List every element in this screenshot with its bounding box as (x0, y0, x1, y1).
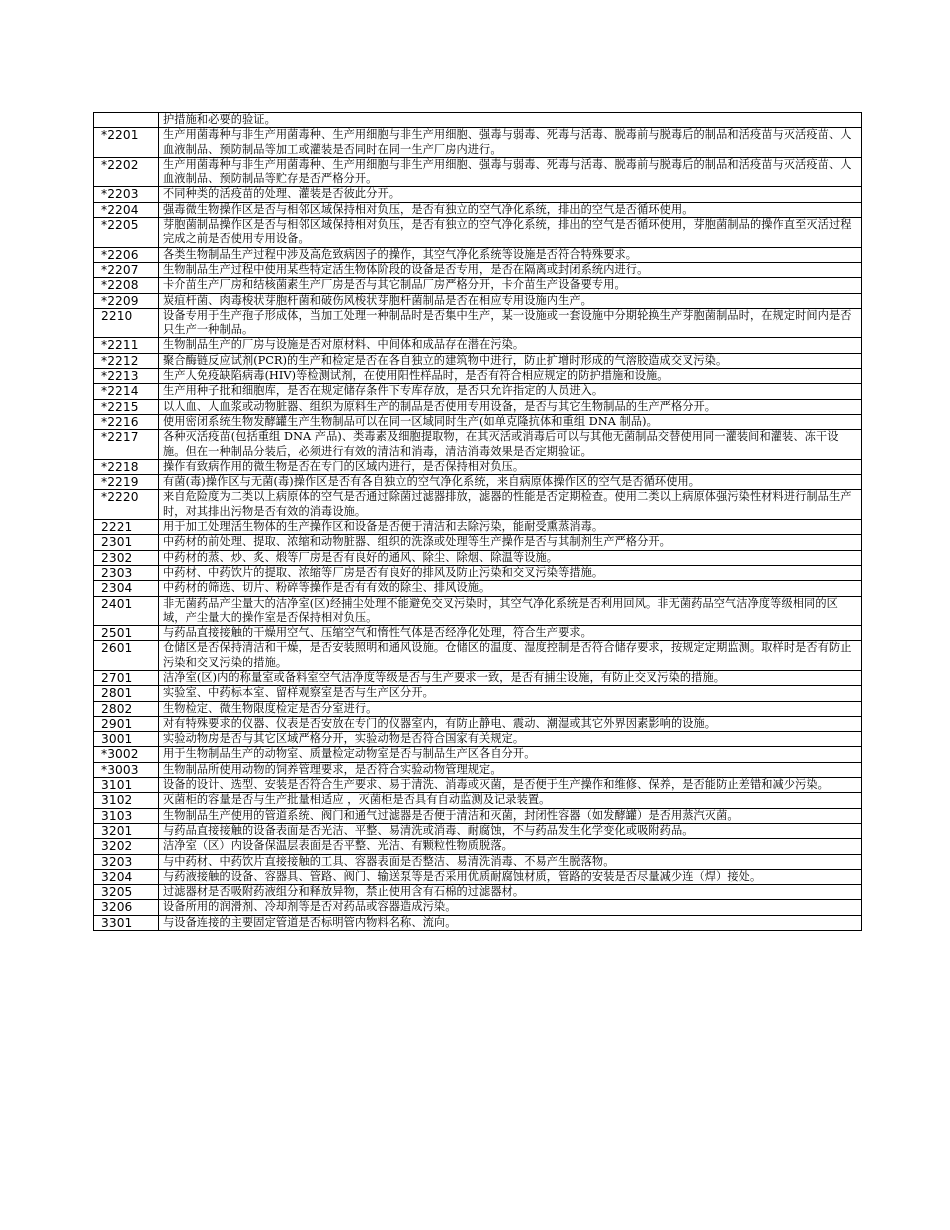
item-code: *2207 (94, 262, 159, 277)
item-description: 生物制品生产过程中使用某些特定活生物体阶段的设备是否专用，是否在隔离或封闭系统内进行。 (159, 262, 862, 277)
item-description: 生产人免疫缺陷病毒(HIV)等检测试剂，在使用阳性样品时，是否有符合相应规定的防护措施和设施。 (159, 369, 862, 384)
table-row (94, 187, 862, 202)
table-row (94, 399, 862, 414)
item-code: 2302 (94, 550, 159, 565)
table-row (94, 202, 862, 217)
item-description: 以人血、人血浆或动物脏器、组织为原料生产的制品是否使用专用设备，是否与其它生物制品的生产严格分开。 (159, 399, 862, 414)
table-row (94, 670, 862, 685)
item-description: 生物检定、微生物限度检定是否分室进行。 (159, 701, 862, 716)
table-row (94, 475, 862, 490)
item-description: 与药品直接接触的干燥用空气、压缩空气和惰性气体是否经净化处理，符合生产要求。 (159, 626, 862, 641)
item-code: *3003 (94, 762, 159, 777)
item-code: *2204 (94, 202, 159, 217)
table-row (94, 701, 862, 716)
item-code: *2201 (94, 128, 159, 158)
table-row (94, 490, 862, 520)
item-code: 2401 (94, 596, 159, 626)
item-description: 强毒微生物操作区是否与相邻区域保持相对负压，是否有独立的空气净化系统，排出的空气是否循环使用。 (159, 202, 862, 217)
table-body (94, 113, 862, 931)
item-code (94, 113, 159, 128)
item-code: *2214 (94, 384, 159, 399)
table-row (94, 278, 862, 293)
item-description: 有菌(毒)操作区与无菌(毒)操作区是否有各自独立的空气净化系统，来自病原体操作区的空气是否循环使用。 (159, 475, 862, 490)
item-description: 设备的设计、选型、安装是否符合生产要求、易于清洗、消毒或灭菌，是否便于生产操作和维修、保养，是否能防止差错和减少污染。 (159, 778, 862, 793)
item-description: 聚合酶链反应试剂(PCR)的生产和检定是否在各自独立的建筑物中进行，防止扩增时形成的气溶胶造成交叉污染。 (159, 353, 862, 368)
item-code: *2216 (94, 414, 159, 429)
item-code: *2205 (94, 218, 159, 248)
table-row (94, 384, 862, 399)
item-code: *2220 (94, 490, 159, 520)
item-code: 2221 (94, 520, 159, 535)
item-description: 与药液接触的设备、容器具、管路、阀门、输送泵等是否采用优质耐腐蚀材质，管路的安装是否尽量减少连（焊）接处。 (159, 869, 862, 884)
item-description: 中药材的前处理、提取、浓缩和动物脏器、组织的洗涤或处理等生产操作是否与其制剂生产严格分开。 (159, 535, 862, 550)
table-row (94, 854, 862, 869)
table-row (94, 520, 862, 535)
item-description: 卡介苗生产厂房和结核菌素生产厂房是否与其它制品厂房严格分开，卡介苗生产设备要专用。 (159, 278, 862, 293)
item-description: 用于生物制品生产的动物室、质量检定动物室是否与制品生产区各自分开。 (159, 747, 862, 762)
item-description: 芽胞菌制品操作区是否与相邻区域保持相对负压，是否有独立的空气净化系统，排出的空气是否循环使用，芽胞菌制品的操作直至灭活过程完成之前是否使用专用设备。 (159, 218, 862, 248)
table-row (94, 247, 862, 262)
item-description: 非无菌药品产尘量大的洁净室(区)经捕尘处理不能避免交叉污染时，其空气净化系统是否利用回风。非无菌药品空气洁净度等级相同的区域，产尘量大的操作室是否保持相对负压。 (159, 596, 862, 626)
table-row (94, 793, 862, 808)
item-code: 3203 (94, 854, 159, 869)
item-description: 各类生物制品生产过程中涉及高危致病因子的操作，其空气净化系统等设施是否符合特殊要求。 (159, 247, 862, 262)
table-row (94, 430, 862, 460)
table-row (94, 128, 862, 158)
item-description: 生产用菌毒种与非生产用菌毒种、生产用细胞与非生产用细胞、强毒与弱毒、死毒与活毒、脱毒前与脱毒后的制品和活疫苗与灭活疫苗、人血液制品、预防制品等贮存是否严格分开。 (159, 157, 862, 187)
item-code: *3002 (94, 747, 159, 762)
table-row (94, 369, 862, 384)
table-row (94, 823, 862, 838)
item-description: 使用密闭系统生物发酵罐生产生物制品可以在同一区域同时生产(如单克隆抗体和重组 DNA 制品)。 (159, 414, 862, 429)
item-code: 2901 (94, 716, 159, 731)
table-row (94, 338, 862, 353)
table-row (94, 716, 862, 731)
table-row (94, 535, 862, 550)
item-description: 操作有致病作用的微生物是否在专门的区域内进行，是否保持相对负压。 (159, 459, 862, 474)
item-description: 炭疽杆菌、肉毒梭状芽胞杆菌和破伤风梭状芽胞杆菌制品是否在相应专用设施内生产。 (159, 293, 862, 308)
item-code: *2203 (94, 187, 159, 202)
item-description: 生产用种子批和细胞库，是否在规定储存条件下专库存放，是否只允许指定的人员进入。 (159, 384, 862, 399)
item-code: 2801 (94, 686, 159, 701)
table-row (94, 565, 862, 580)
table-row (94, 808, 862, 823)
item-code: *2208 (94, 278, 159, 293)
table-row (94, 839, 862, 854)
item-description: 用于加工处理活生物体的生产操作区和设备是否便于清洁和去除污染，能耐受熏蒸消毒。 (159, 520, 862, 535)
item-code: 3102 (94, 793, 159, 808)
table-row (94, 778, 862, 793)
item-code: 3205 (94, 885, 159, 900)
inspection-items-table (93, 112, 862, 931)
table-row (94, 113, 862, 128)
table-row (94, 596, 862, 626)
item-code: 2210 (94, 308, 159, 338)
item-code: 3001 (94, 732, 159, 747)
item-code: 2304 (94, 581, 159, 596)
table-row (94, 626, 862, 641)
item-code: 2303 (94, 565, 159, 580)
item-description: 来自危险度为二类以上病原体的空气是否通过除菌过滤器排放，滤器的性能是否定期检查。使用二类以上病原体强污染性材料进行制品生产时，对其排出污物是否有效的消毒设施。 (159, 490, 862, 520)
item-code: 3206 (94, 900, 159, 915)
item-code: *2206 (94, 247, 159, 262)
item-description: 实验动物房是否与其它区域严格分开，实验动物是否符合国家有关规定。 (159, 732, 862, 747)
item-description: 生物制品生产使用的管道系统、阀门和通气过滤器是否便于清洁和灭菌，封闭性容器（如发酵罐）是否用蒸汽灭菌。 (159, 808, 862, 823)
item-code: 3201 (94, 823, 159, 838)
table-row (94, 157, 862, 187)
item-description: 对有特殊要求的仪器、仪表是否安放在专门的仪器室内，有防止静电、震动、潮湿或其它外界因素影响的设施。 (159, 716, 862, 731)
item-description: 中药材的筛选、切片、粉碎等操作是否有有效的除尘、排风设施。 (159, 581, 862, 596)
table-row (94, 308, 862, 338)
item-description: 设备所用的润滑剂、冷却剂等是否对药品或容器造成污染。 (159, 900, 862, 915)
item-code: 3301 (94, 915, 159, 930)
item-code: *2211 (94, 338, 159, 353)
item-code: 3101 (94, 778, 159, 793)
item-code: 2301 (94, 535, 159, 550)
item-code: 2501 (94, 626, 159, 641)
item-description: 灭菌柜的容量是否与生产批量相适应 ，灭菌柜是否具有自动监测及记录装置。 (159, 793, 862, 808)
item-description: 与药品直接接触的设备表面是否光洁、平整、易清洗或消毒、耐腐蚀，不与药品发生化学变化或吸附药品。 (159, 823, 862, 838)
item-code: *2209 (94, 293, 159, 308)
item-code: 2802 (94, 701, 159, 716)
item-code: *2215 (94, 399, 159, 414)
item-description: 过滤器材是否吸附药液组分和释放异物，禁止使用含有石棉的过滤器材。 (159, 885, 862, 900)
item-code: *2218 (94, 459, 159, 474)
item-code: 3202 (94, 839, 159, 854)
item-description: 中药材、中药饮片的提取、浓缩等厂房是否有良好的排风及防止污染和交叉污染等措施。 (159, 565, 862, 580)
item-description: 洁净室(区)内的称量室或备料室空气洁净度等级是否与生产要求一致，是否有捕尘设施，有防止交叉污染的措施。 (159, 670, 862, 685)
table-row (94, 414, 862, 429)
item-description: 仓储区是否保持清洁和干燥，是否安装照明和通风设施。仓储区的温度、湿度控制是否符合储存要求，按规定定期监测。取样时是否有防止污染和交叉污染的措施。 (159, 641, 862, 671)
table-row (94, 732, 862, 747)
item-description: 洁净室（区）内设备保温层表面是否平整、光洁、有颗粒性物质脱落。 (159, 839, 862, 854)
item-code: *2212 (94, 353, 159, 368)
item-description: 护措施和必要的验证。 (159, 113, 862, 128)
item-code: 3204 (94, 869, 159, 884)
table-row (94, 641, 862, 671)
table-row (94, 581, 862, 596)
item-description: 实验室、中药标本室、留样观察室是否与生产区分开。 (159, 686, 862, 701)
table-row (94, 293, 862, 308)
item-description: 生物制品所使用动物的饲养管理要求，是否符合实验动物管理规定。 (159, 762, 862, 777)
table-row (94, 262, 862, 277)
table-row (94, 459, 862, 474)
table-row (94, 900, 862, 915)
table-row (94, 747, 862, 762)
table-row (94, 353, 862, 368)
table-row (94, 762, 862, 777)
table-row (94, 550, 862, 565)
item-description: 生产用菌毒种与非生产用菌毒种、生产用细胞与非生产用细胞、强毒与弱毒、死毒与活毒、脱毒前与脱毒后的制品和活疫苗与灭活疫苗、人血液制品、预防制品等加工或灌装是否同时在同一生产厂房内进行。 (159, 128, 862, 158)
item-description: 中药材的蒸、炒、炙、煅等厂房是否有良好的通风、除尘、除烟、除温等设施。 (159, 550, 862, 565)
item-description: 各种灭活疫苗(包括重组 DNA 产品)、类毒素及细胞提取物，在其灭活或消毒后可以与其他无菌制品交替使用同一灌装间和灌装、冻干设施。但在一种制品分装后，必须进行有效的清洁和消毒，清洁消毒效果是否定期验证。 (159, 430, 862, 460)
table-row (94, 915, 862, 930)
item-description: 不同种类的活疫苗的处理、灌装是否彼此分开。 (159, 187, 862, 202)
item-code: 2701 (94, 670, 159, 685)
item-code: *2219 (94, 475, 159, 490)
table-row (94, 885, 862, 900)
item-description: 设备专用于生产孢子形成体，当加工处理一种制品时是否集中生产，某一设施或一套设施中分期轮换生产芽胞菌制品时，在规定时间内是否只生产一种制品。 (159, 308, 862, 338)
item-description: 与中药材、中药饮片直接接触的工具、容器表面是否整洁、易清洗消毒、不易产生脱落物。 (159, 854, 862, 869)
table-row (94, 686, 862, 701)
item-code: *2213 (94, 369, 159, 384)
item-code: *2217 (94, 430, 159, 460)
item-code: 3103 (94, 808, 159, 823)
item-description: 与设备连接的主要固定管道是否标明管内物料名称、流向。 (159, 915, 862, 930)
table-row (94, 869, 862, 884)
item-description: 生物制品生产的厂房与设施是否对原材料、中间体和成品存在潜在污染。 (159, 338, 862, 353)
table-row (94, 218, 862, 248)
item-code: 2601 (94, 641, 159, 671)
item-code: *2202 (94, 157, 159, 187)
